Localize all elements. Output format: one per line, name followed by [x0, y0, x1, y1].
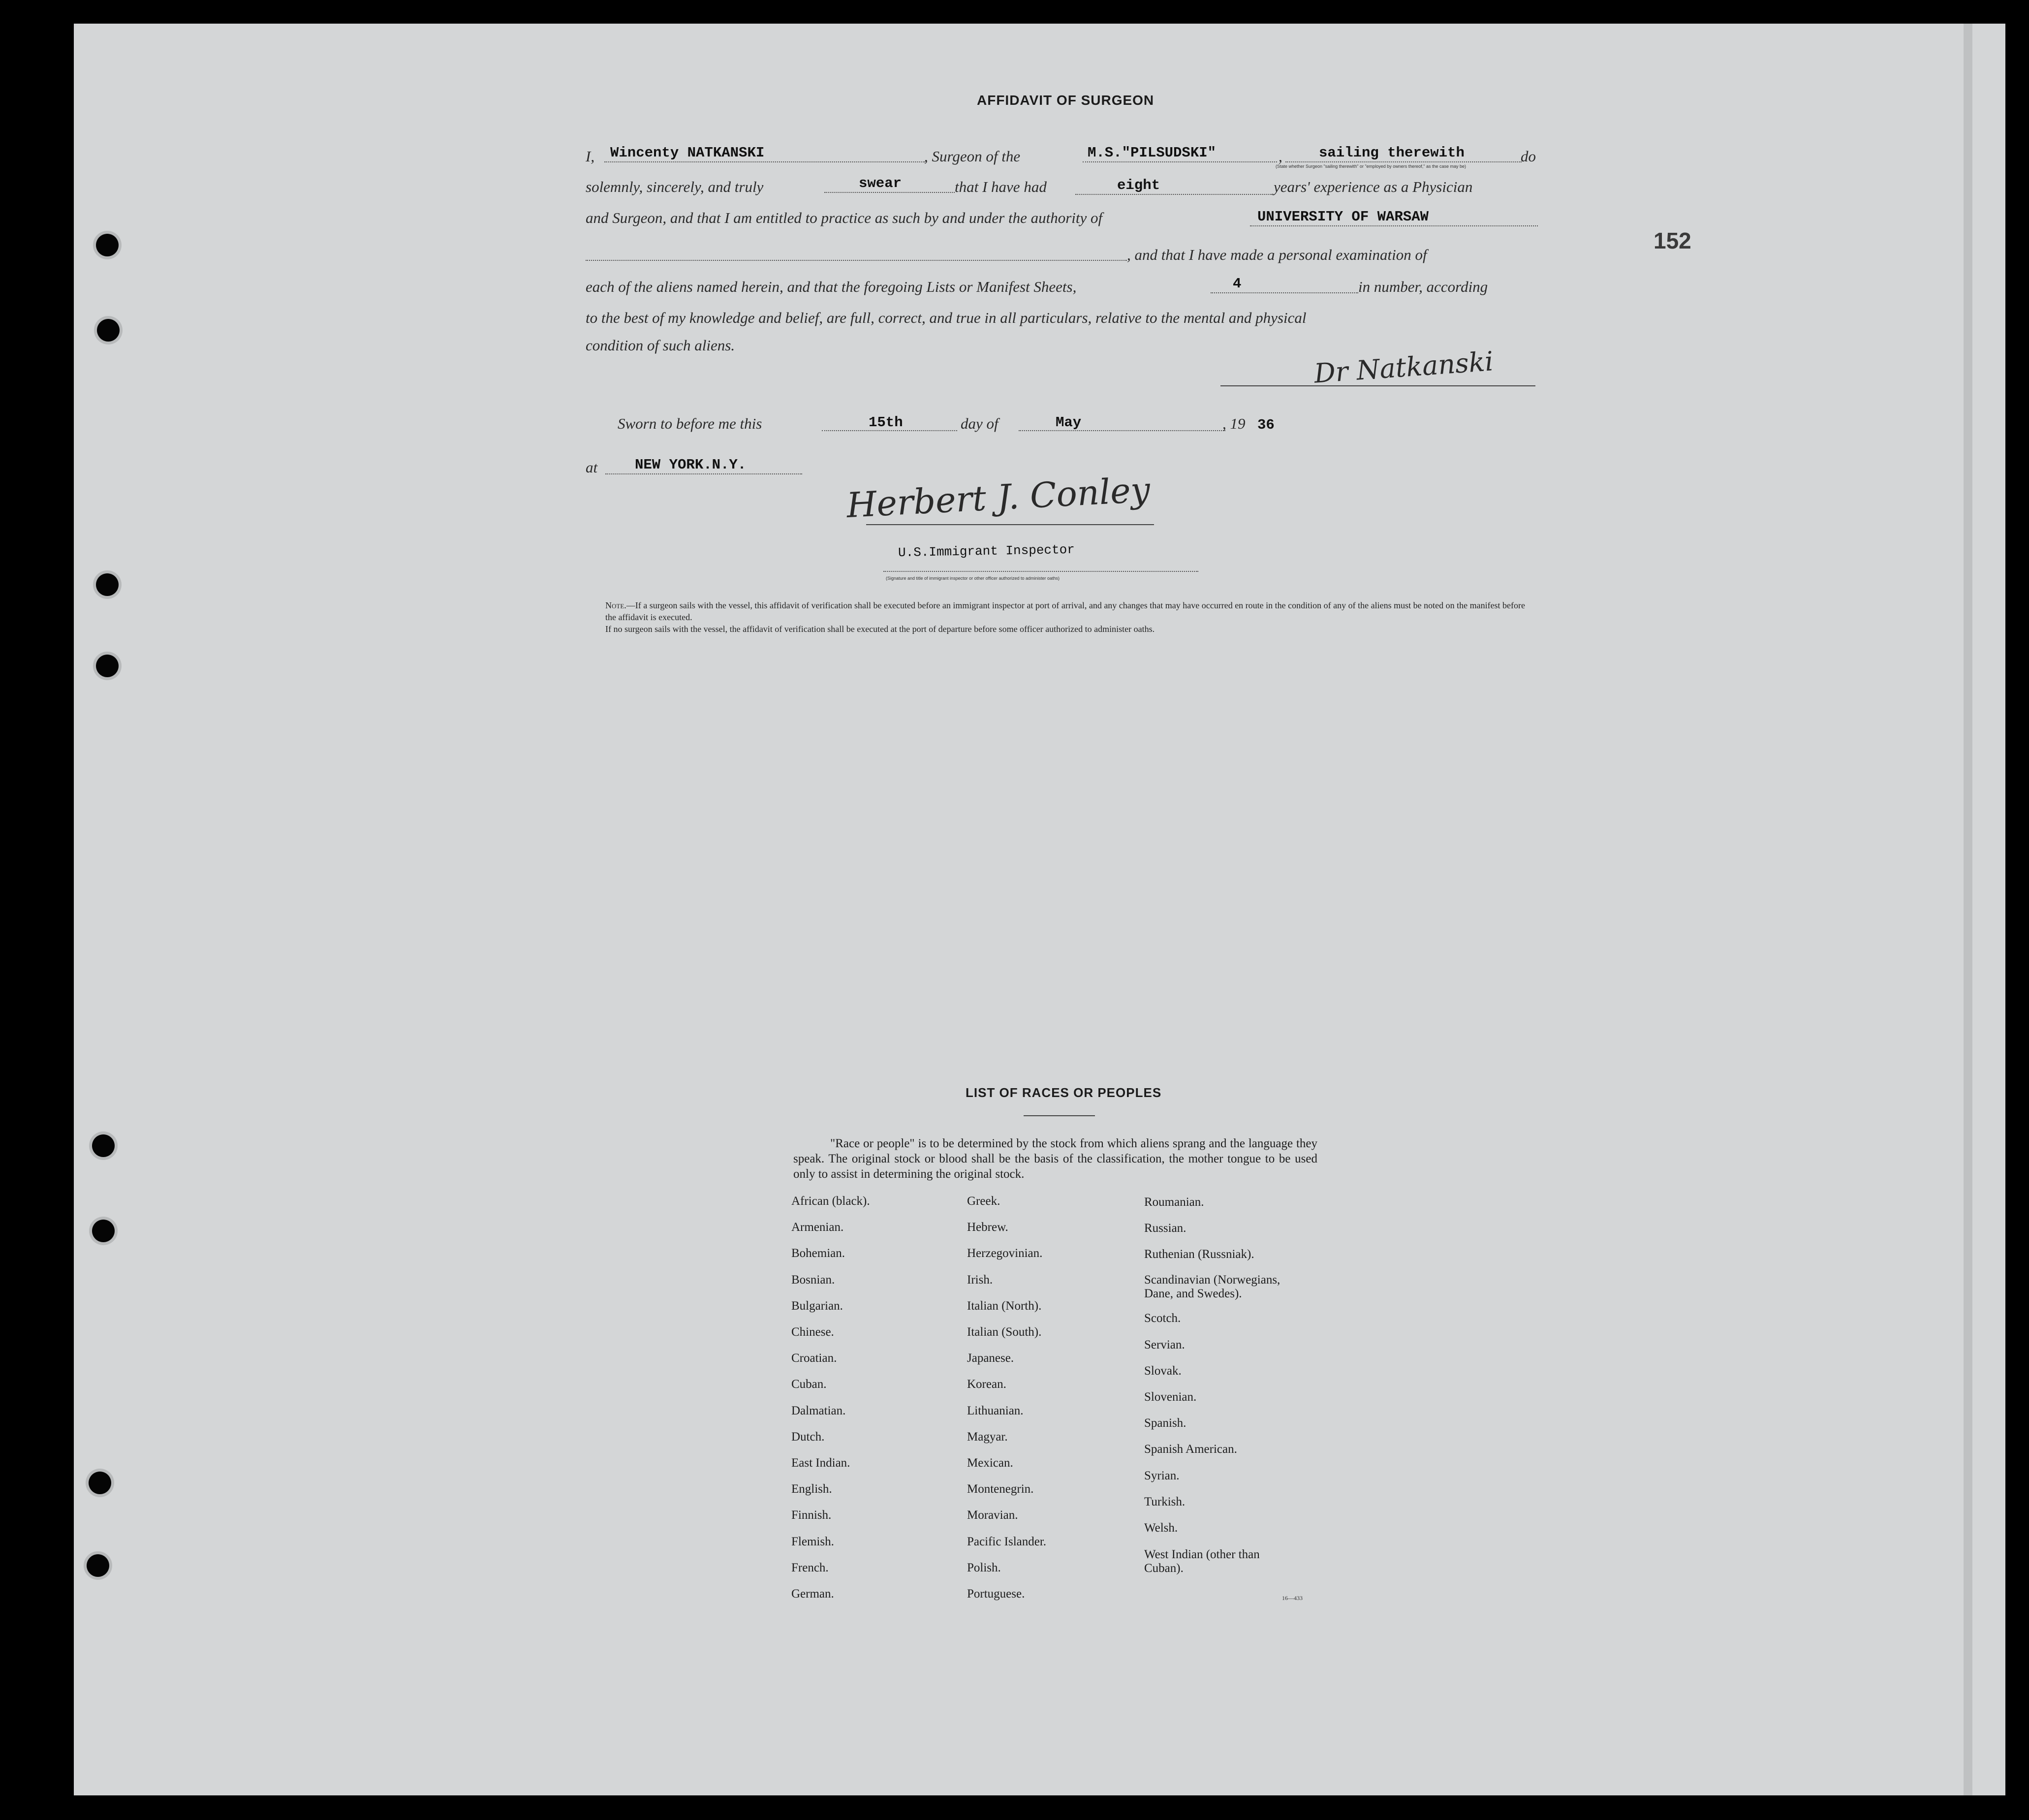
- surgeon-signature: Dr Natkanski: [1313, 345, 1495, 389]
- race-item: Roumanian.: [1144, 1195, 1204, 1209]
- note-text: —If a surgeon sails with the vessel, this affidavit of verification shall be executed before an immigrant inspector at port of arrival, and any changes that may have occurred en route in the condition of any of the aliens must be noted on the manifest before the affidavit is executed.: [605, 600, 1526, 622]
- race-item: Herzegovinian.: [967, 1247, 1043, 1260]
- surgeon-capacity: sailing therewith: [1319, 145, 1465, 161]
- race-item: Bulgarian.: [791, 1299, 843, 1313]
- fill-line: [822, 430, 957, 431]
- inspector-title: U.S.Immigrant Inspector: [898, 542, 1075, 561]
- inspector-signature: Herbert J. Conley: [845, 469, 1152, 526]
- race-item: Spanish American.: [1144, 1443, 1237, 1456]
- affidavit-text: in number, according: [1358, 278, 1488, 295]
- fill-line: [586, 260, 1127, 261]
- race-item: Cuban).: [1144, 1562, 1184, 1575]
- affidavit-text: each of the aliens named herein, and that the foregoing Lists or Manifest Sheets,: [586, 278, 1077, 295]
- affidavit-text: and Surgeon, and that I am entitled to practice as such by and under the authority of: [586, 209, 1103, 226]
- note-label: Note.: [605, 600, 626, 610]
- fill-line: [1285, 161, 1522, 162]
- race-item: Bosnian.: [791, 1273, 835, 1287]
- binder-hole: [96, 655, 119, 677]
- affidavit-text: I,: [586, 148, 595, 165]
- race-item: Pacific Islander.: [967, 1535, 1047, 1548]
- affidavit-text: to the best of my knowledge and belief, are full, correct, and true in all particulars, relative to the mental and physical: [586, 309, 1307, 326]
- race-item: Cuban.: [791, 1378, 827, 1391]
- race-item: Croatian.: [791, 1351, 837, 1365]
- race-item: African (black).: [791, 1194, 870, 1208]
- form-code: 16—433: [1282, 1595, 1303, 1601]
- fill-line: [883, 571, 1198, 572]
- race-item: Slovak.: [1144, 1364, 1182, 1378]
- binder-hole: [89, 1472, 111, 1494]
- sworn-day: 15th: [869, 414, 903, 431]
- race-item: Chinese.: [791, 1325, 834, 1339]
- sworn-year: 36: [1257, 417, 1275, 433]
- affidavit-text: years' experience as a Physician: [1274, 178, 1473, 195]
- affidavit-text: condition of such aliens.: [586, 337, 735, 354]
- race-item: English.: [791, 1482, 832, 1496]
- signature-line: [866, 524, 1154, 525]
- oath-word: swear: [859, 175, 902, 191]
- race-item: Dane, and Swedes).: [1144, 1287, 1242, 1300]
- race-item: Ruthenian (Russniak).: [1144, 1248, 1254, 1261]
- race-item: Scandinavian (Norwegians,: [1144, 1273, 1280, 1287]
- race-item: German.: [791, 1587, 834, 1600]
- race-item: French.: [791, 1561, 829, 1574]
- race-item: Russian.: [1144, 1222, 1186, 1235]
- surgeon-name: Wincenty NATKANSKI: [610, 145, 765, 161]
- race-item: Lithuanian.: [967, 1404, 1024, 1417]
- race-item: Greek.: [967, 1194, 1000, 1208]
- race-item: Bohemian.: [791, 1247, 845, 1260]
- sworn-text: Sworn to before me this: [618, 415, 762, 432]
- sworn-place: NEW YORK.N.Y.: [635, 457, 747, 473]
- race-item: Flemish.: [791, 1535, 834, 1548]
- race-item: Servian.: [1144, 1338, 1185, 1351]
- race-item: Japanese.: [967, 1351, 1014, 1365]
- race-item: Welsh.: [1144, 1521, 1178, 1535]
- race-item: Portuguese.: [967, 1587, 1025, 1600]
- binder-hole: [92, 1134, 115, 1157]
- race-item: Hebrew.: [967, 1221, 1008, 1234]
- capacity-note: (State whether Surgeon "sailing therewith" or "employed by owners thereof," as the case may be): [1276, 164, 1466, 169]
- race-item: Moravian.: [967, 1508, 1018, 1522]
- affidavit-text: , Surgeon of the: [924, 148, 1021, 165]
- manifest-sheets-count: 4: [1233, 276, 1242, 292]
- note-text: If no surgeon sails with the vessel, the affidavit of verification shall be executed at the port of departure before some officer authorized to administer oaths.: [605, 624, 1155, 634]
- race-item: Syrian.: [1144, 1469, 1180, 1482]
- fill-line: [605, 473, 802, 474]
- page-number: 152: [1654, 228, 1691, 253]
- race-item: Korean.: [967, 1378, 1006, 1391]
- binder-hole: [97, 319, 120, 342]
- race-item: Scotch.: [1144, 1312, 1181, 1325]
- race-item: Italian (North).: [967, 1299, 1042, 1313]
- title-rule: [1024, 1115, 1095, 1116]
- binder-hole: [96, 573, 119, 596]
- race-item: West Indian (other than: [1144, 1548, 1260, 1561]
- race-item: Dalmatian.: [791, 1404, 846, 1417]
- fill-line: [604, 161, 925, 162]
- sworn-text: day of: [961, 415, 999, 432]
- affidavit-note: [605, 599, 1538, 635]
- race-item: Italian (South).: [967, 1325, 1042, 1339]
- affidavit-text: that I have had: [955, 178, 1047, 195]
- fill-line: [1075, 194, 1272, 195]
- race-item: Magyar.: [967, 1430, 1008, 1443]
- signature-line: [1220, 385, 1535, 386]
- affidavit-title: AFFIDAVIT OF SURGEON: [977, 93, 1155, 108]
- race-item: Dutch.: [791, 1430, 825, 1443]
- race-item: Turkish.: [1144, 1495, 1186, 1508]
- sworn-text: , 19: [1222, 415, 1246, 432]
- fill-line: [1083, 161, 1277, 162]
- vessel-name: M.S."PILSUDSKI": [1088, 145, 1217, 161]
- fill-line: [1250, 225, 1538, 226]
- race-item: East Indian.: [791, 1456, 850, 1470]
- inspector-caption: (Signature and title of immigrant inspector or other officer authorized to administer oaths): [886, 576, 1060, 581]
- race-item: Montenegrin.: [967, 1482, 1034, 1496]
- race-item: Mexican.: [967, 1456, 1013, 1470]
- sworn-month: May: [1056, 414, 1082, 431]
- binder-hole: [87, 1554, 109, 1577]
- races-intro: "Race or people" is to be determined by the stock from which aliens sprang and the language they speak. The original stock or blood shall be the basis of the classification, the mother tongue to be used only to assist in determining the original stock.: [793, 1137, 1317, 1181]
- fill-line: [1211, 292, 1358, 293]
- races-title: LIST OF RACES OR PEOPLES: [966, 1085, 1162, 1100]
- race-item: Slovenian.: [1144, 1390, 1197, 1404]
- race-item: Spanish.: [1144, 1416, 1186, 1430]
- binder-hole: [96, 234, 119, 256]
- affidavit-text: ,: [1279, 148, 1282, 165]
- licensing-authority: UNIVERSITY OF WARSAW: [1257, 209, 1429, 225]
- affidavit-text: , and that I have made a personal examination of: [1127, 246, 1427, 263]
- place-label: at: [586, 459, 598, 476]
- affidavit-text: solemnly, sincerely, and truly: [586, 178, 764, 195]
- years-experience: eight: [1117, 177, 1160, 193]
- race-item: Armenian.: [791, 1221, 844, 1234]
- binder-hole: [92, 1220, 115, 1242]
- affidavit-text: do: [1521, 148, 1536, 165]
- fill-line: [824, 192, 955, 193]
- sheet-edge: [1964, 24, 1972, 1795]
- fill-line: [1019, 430, 1225, 431]
- race-item: Finnish.: [791, 1508, 832, 1522]
- race-item: Polish.: [967, 1561, 1001, 1574]
- race-item: Irish.: [967, 1273, 993, 1287]
